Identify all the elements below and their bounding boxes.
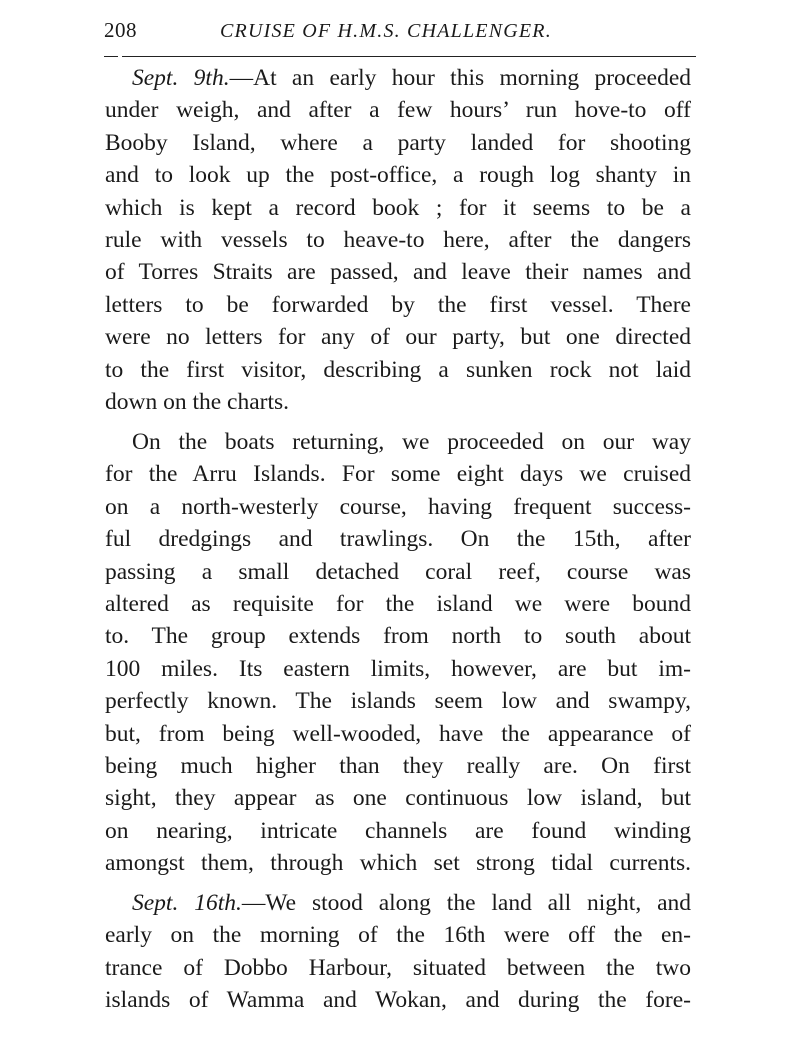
page-number: 208 [104, 18, 137, 42]
text-line: trance of Dobbo Harbour, situated between the two [105, 954, 691, 981]
date-label: Sept. 16th. [132, 890, 242, 916]
text-line: 100 miles. Its eastern limits, however, are but im- [105, 655, 691, 682]
header-rule-left [104, 56, 118, 57]
text-line: on a north-westerly course, having frequent success- [105, 493, 691, 520]
text-line: but, from being well-wooded, have the appearance of [105, 720, 691, 747]
text-line: Booby Island, where a party landed for shooting [105, 129, 691, 156]
text-line: for the Arru Islands. For some eight days we cruised [105, 461, 691, 488]
text-line: under weigh, and after a few hours’ run hove-to off [105, 97, 691, 124]
text-line: of Torres Straits are passed, and leave their names and [105, 259, 691, 286]
line-text: —At an early hour this morning proceeded [229, 65, 691, 91]
text-line: letters to be forwarded by the first vessel. There [105, 291, 691, 318]
header-rule [122, 56, 696, 57]
text-line: perfectly known. The islands seem low and swampy, [105, 688, 691, 715]
line-text: —We stood along the land all night, and [241, 890, 691, 916]
text-line [132, 62, 691, 94]
text-line: sight, they appear as one continuous low island, but [105, 785, 691, 812]
text-line: to the first visitor, describing a sunken rock not laid [105, 356, 691, 383]
text-line: being much higher than they really are. On first [105, 753, 691, 779]
text-line: down on the charts. [105, 389, 290, 415]
page-header [104, 18, 694, 48]
text-line: passing a small detached coral reef, course was [105, 558, 691, 585]
text-line: rule with vessels to heave-to here, after the dangers [105, 227, 691, 253]
text-line: amongst them, through which set strong tidal currents. [105, 850, 691, 877]
text-line: early on the morning of the 16th were off the en- [105, 922, 691, 949]
text-line: ful dredgings and trawlings. On the 15th, after [105, 526, 691, 553]
text-line: islands of Wamma and Wokan, and during the fore- [105, 987, 691, 1014]
text-line: On the boats returning, we proceeded on our way [132, 429, 691, 455]
text-line [132, 887, 691, 919]
text-line: and to look up the post-office, a rough log shanty in [105, 162, 691, 189]
date-label: Sept. 9th. [132, 65, 230, 91]
text-line: altered as requisite for the island we were bound [105, 591, 691, 617]
text-line: to. The group extends from north to south about [105, 623, 691, 650]
running-title: CRUISE OF H.M.S. CHALLENGER. [220, 20, 552, 42]
text-line: were no letters for any of our party, but one directed [105, 324, 691, 351]
text-line: which is kept a record book ; for it seems to be a [105, 194, 691, 221]
text-line: on nearing, intricate channels are found winding [105, 817, 691, 844]
